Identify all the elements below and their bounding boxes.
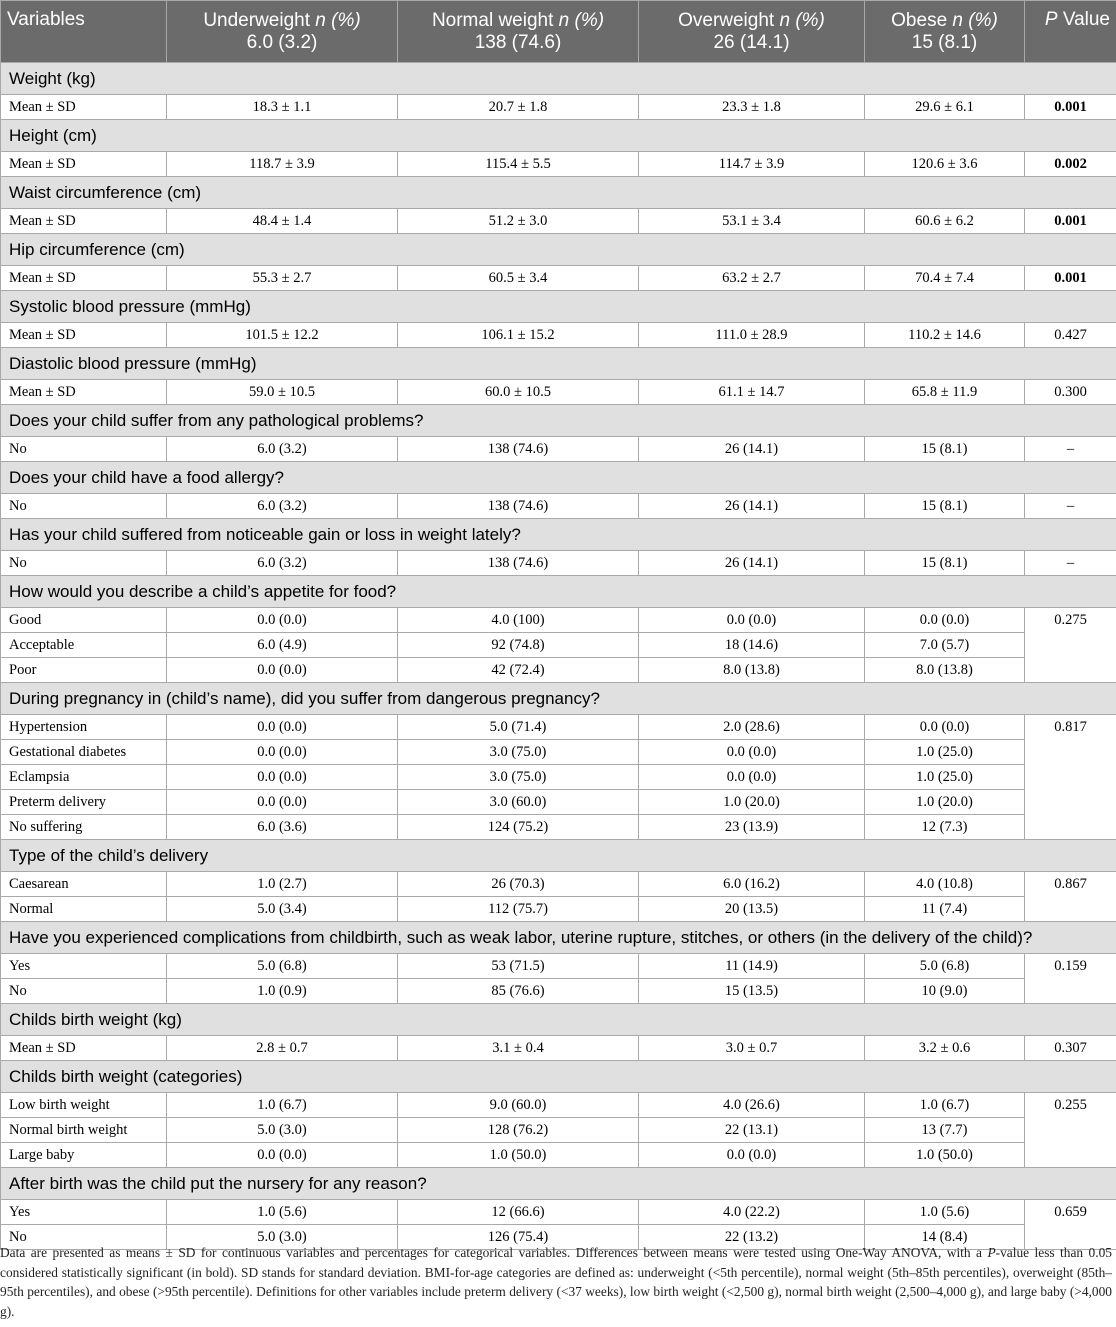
table-cell: 29.6 ± 6.1 — [865, 95, 1025, 120]
table-cell: 1.0 (25.0) — [865, 740, 1025, 765]
table-cell: 138 (74.6) — [398, 437, 639, 462]
table-cell: 55.3 ± 2.7 — [167, 266, 398, 291]
p-value-cell: 0.659 — [1025, 1200, 1116, 1250]
row-label: No — [1, 437, 167, 462]
p-value-cell: 0.307 — [1025, 1036, 1116, 1061]
table-cell: 20 (13.5) — [639, 897, 865, 922]
table-cell: 5.0 (6.8) — [865, 954, 1025, 979]
table-cell: 138 (74.6) — [398, 494, 639, 519]
section-title: How would you describe a child’s appetite for food? — [1, 576, 1116, 608]
table-cell: 0.0 (0.0) — [639, 740, 865, 765]
table-cell: 15 (8.1) — [865, 437, 1025, 462]
table-cell: 18 (14.6) — [639, 633, 865, 658]
table-cell: 0.0 (0.0) — [639, 765, 865, 790]
row-label: Mean ± SD — [1, 95, 167, 120]
row-label: Poor — [1, 658, 167, 683]
row-label: No — [1, 979, 167, 1004]
table-cell: 1.0 (6.7) — [167, 1093, 398, 1118]
table-cell: 6.0 (16.2) — [639, 872, 865, 897]
table-cell: 15 (8.1) — [865, 551, 1025, 576]
table-cell: 110.2 ± 14.6 — [865, 323, 1025, 348]
table-cell: 124 (75.2) — [398, 815, 639, 840]
table-cell: 0.0 (0.0) — [639, 608, 865, 633]
table-cell: 92 (74.8) — [398, 633, 639, 658]
row-label: Low birth weight — [1, 1093, 167, 1118]
table-row — [1, 608, 1116, 633]
table-cell: 5.0 (6.8) — [167, 954, 398, 979]
table-row — [1, 323, 1116, 348]
section-title: During pregnancy in (child’s name), did you suffer from dangerous pregnancy? — [1, 683, 1116, 715]
table-row — [1, 897, 1116, 922]
table-cell: 14 (8.4) — [865, 1225, 1025, 1250]
p-value-cell: – — [1025, 494, 1116, 519]
table-cell: 59.0 ± 10.5 — [167, 380, 398, 405]
table-cell: 3.0 (75.0) — [398, 740, 639, 765]
section-title: Type of the child’s delivery — [1, 840, 1116, 872]
section-header — [1, 519, 1116, 551]
table-row — [1, 740, 1116, 765]
table-row — [1, 1118, 1116, 1143]
table-cell: 111.0 ± 28.9 — [639, 323, 865, 348]
section-header — [1, 177, 1116, 209]
row-label: Mean ± SD — [1, 323, 167, 348]
section-title: Does your child suffer from any pathological problems? — [1, 405, 1116, 437]
row-label: Good — [1, 608, 167, 633]
table-cell: 15 (13.5) — [639, 979, 865, 1004]
table-cell: 65.8 ± 11.9 — [865, 380, 1025, 405]
table-cell: 4.0 (10.8) — [865, 872, 1025, 897]
table-cell: 10 (9.0) — [865, 979, 1025, 1004]
table-cell: 23 (13.9) — [639, 815, 865, 840]
row-label: Yes — [1, 954, 167, 979]
table-cell: 9.0 (60.0) — [398, 1093, 639, 1118]
section-title: Height (cm) — [1, 120, 1116, 152]
p-value-cell: 0.001 — [1025, 209, 1116, 234]
table-cell: 53 (71.5) — [398, 954, 639, 979]
table-cell: 1.0 (50.0) — [398, 1143, 639, 1168]
table-cell: 1.0 (25.0) — [865, 765, 1025, 790]
row-label: Normal — [1, 897, 167, 922]
row-label: Caesarean — [1, 872, 167, 897]
table-row — [1, 715, 1116, 740]
table-row — [1, 95, 1116, 120]
row-label: Normal birth weight — [1, 1118, 167, 1143]
table-cell: 1.0 (20.0) — [865, 790, 1025, 815]
table-row — [1, 1036, 1116, 1061]
table-cell: 4.0 (100) — [398, 608, 639, 633]
p-value-cell: 0.275 — [1025, 608, 1116, 683]
table-cell: 63.2 ± 2.7 — [639, 266, 865, 291]
section-header — [1, 1004, 1116, 1036]
section-header — [1, 1168, 1116, 1200]
table-cell: 8.0 (13.8) — [639, 658, 865, 683]
table-cell: 18.3 ± 1.1 — [167, 95, 398, 120]
table-row — [1, 979, 1116, 1004]
table-cell: 112 (75.7) — [398, 897, 639, 922]
p-value-cell: 0.817 — [1025, 715, 1116, 840]
table-row — [1, 954, 1116, 979]
header-variables: Variables — [1, 1, 167, 63]
row-label: No — [1, 551, 167, 576]
table-cell: 11 (14.9) — [639, 954, 865, 979]
table-cell: 20.7 ± 1.8 — [398, 95, 639, 120]
table-cell: 26 (14.1) — [639, 494, 865, 519]
table-row — [1, 1200, 1116, 1225]
section-title: Diastolic blood pressure (mmHg) — [1, 348, 1116, 380]
p-value-cell: 0.159 — [1025, 954, 1116, 1004]
table-cell: 12 (66.6) — [398, 1200, 639, 1225]
table-cell: 53.1 ± 3.4 — [639, 209, 865, 234]
table-cell: 118.7 ± 3.9 — [167, 152, 398, 177]
row-label: Acceptable — [1, 633, 167, 658]
table-cell: 101.5 ± 12.2 — [167, 323, 398, 348]
section-header — [1, 405, 1116, 437]
section-header — [1, 348, 1116, 380]
table-cell: 26 (14.1) — [639, 437, 865, 462]
table-row — [1, 872, 1116, 897]
table-cell: 1.0 (5.6) — [865, 1200, 1025, 1225]
section-header — [1, 922, 1116, 954]
section-header — [1, 63, 1116, 95]
table-cell: 120.6 ± 3.6 — [865, 152, 1025, 177]
p-value-cell: 0.427 — [1025, 323, 1116, 348]
header-overweight: Overweight n (%) 26 (14.1) — [639, 1, 865, 63]
row-label: Hypertension — [1, 715, 167, 740]
table-cell: 6.0 (4.9) — [167, 633, 398, 658]
table-cell: 138 (74.6) — [398, 551, 639, 576]
table-cell: 128 (76.2) — [398, 1118, 639, 1143]
row-label: Mean ± SD — [1, 380, 167, 405]
p-value-cell: 0.002 — [1025, 152, 1116, 177]
table-cell: 11 (7.4) — [865, 897, 1025, 922]
section-header — [1, 291, 1116, 323]
table-cell: 51.2 ± 3.0 — [398, 209, 639, 234]
table-row — [1, 815, 1116, 840]
p-value-cell: – — [1025, 437, 1116, 462]
table-cell: 26 (70.3) — [398, 872, 639, 897]
table-row — [1, 633, 1116, 658]
section-title: Childs birth weight (categories) — [1, 1061, 1116, 1093]
p-value-cell: – — [1025, 551, 1116, 576]
section-header — [1, 234, 1116, 266]
table-row — [1, 1093, 1116, 1118]
table-row — [1, 152, 1116, 177]
table-cell: 48.4 ± 1.4 — [167, 209, 398, 234]
table-cell: 0.0 (0.0) — [865, 715, 1025, 740]
p-value-cell: 0.001 — [1025, 95, 1116, 120]
row-label: No — [1, 494, 167, 519]
section-header — [1, 1061, 1116, 1093]
header-row — [1, 1, 1116, 63]
row-label: Mean ± SD — [1, 209, 167, 234]
table-row — [1, 551, 1116, 576]
table-cell: 12 (7.3) — [865, 815, 1025, 840]
table-cell: 0.0 (0.0) — [167, 1143, 398, 1168]
table-row — [1, 266, 1116, 291]
table-cell: 3.0 ± 0.7 — [639, 1036, 865, 1061]
table-cell: 6.0 (3.2) — [167, 437, 398, 462]
table-cell: 70.4 ± 7.4 — [865, 266, 1025, 291]
row-label: Mean ± SD — [1, 1036, 167, 1061]
table-cell: 4.0 (26.6) — [639, 1093, 865, 1118]
row-label: No suffering — [1, 815, 167, 840]
table-cell: 5.0 (3.4) — [167, 897, 398, 922]
table-cell: 0.0 (0.0) — [639, 1143, 865, 1168]
row-label: Eclampsia — [1, 765, 167, 790]
row-label: Mean ± SD — [1, 152, 167, 177]
row-label: Preterm delivery — [1, 790, 167, 815]
section-header — [1, 840, 1116, 872]
row-label: Gestational diabetes — [1, 740, 167, 765]
table-row — [1, 765, 1116, 790]
table-cell: 5.0 (71.4) — [398, 715, 639, 740]
table-row — [1, 790, 1116, 815]
header-obese: Obese n (%) 15 (8.1) — [865, 1, 1025, 63]
table-cell: 23.3 ± 1.8 — [639, 95, 865, 120]
table-cell: 3.1 ± 0.4 — [398, 1036, 639, 1061]
table-cell: 3.0 (60.0) — [398, 790, 639, 815]
table-cell: 0.0 (0.0) — [167, 790, 398, 815]
section-title: Childs birth weight (kg) — [1, 1004, 1116, 1036]
section-title: Hip circumference (cm) — [1, 234, 1116, 266]
section-title: Has your child suffered from noticeable gain or loss in weight lately? — [1, 519, 1116, 551]
table-cell: 0.0 (0.0) — [167, 715, 398, 740]
table-cell: 5.0 (3.0) — [167, 1118, 398, 1143]
table-cell: 0.0 (0.0) — [167, 740, 398, 765]
section-title: Have you experienced complications from childbirth, such as weak labor, uterine rupture, stitches, or others (in the delivery of the child)? — [1, 922, 1116, 954]
table-cell: 0.0 (0.0) — [167, 658, 398, 683]
table-row — [1, 380, 1116, 405]
table-cell: 8.0 (13.8) — [865, 658, 1025, 683]
table-cell: 6.0 (3.2) — [167, 551, 398, 576]
section-header — [1, 120, 1116, 152]
table-cell: 106.1 ± 15.2 — [398, 323, 639, 348]
row-label: No — [1, 1225, 167, 1250]
table-cell: 1.0 (2.7) — [167, 872, 398, 897]
table-cell: 126 (75.4) — [398, 1225, 639, 1250]
table-cell: 1.0 (0.9) — [167, 979, 398, 1004]
table-row — [1, 209, 1116, 234]
p-value-cell: 0.255 — [1025, 1093, 1116, 1168]
table-cell: 6.0 (3.2) — [167, 494, 398, 519]
section-title: Does your child have a food allergy? — [1, 462, 1116, 494]
table-cell: 4.0 (22.2) — [639, 1200, 865, 1225]
table-cell: 13 (7.7) — [865, 1118, 1025, 1143]
table-cell: 0.0 (0.0) — [167, 765, 398, 790]
table-cell: 60.5 ± 3.4 — [398, 266, 639, 291]
table-cell: 22 (13.2) — [639, 1225, 865, 1250]
section-title: Weight (kg) — [1, 63, 1116, 95]
p-value-cell: 0.867 — [1025, 872, 1116, 922]
row-label: Mean ± SD — [1, 266, 167, 291]
table-row — [1, 494, 1116, 519]
p-value-cell: 0.001 — [1025, 266, 1116, 291]
table-cell: 3.2 ± 0.6 — [865, 1036, 1025, 1061]
section-header — [1, 683, 1116, 715]
table-cell: 1.0 (50.0) — [865, 1143, 1025, 1168]
table-cell: 3.0 (75.0) — [398, 765, 639, 790]
section-title: After birth was the child put the nursery for any reason? — [1, 1168, 1116, 1200]
table-cell: 60.0 ± 10.5 — [398, 380, 639, 405]
table-cell: 5.0 (3.0) — [167, 1225, 398, 1250]
table-footnote: Data are presented as means ± SD for continuous variables and percentages for categorical variables. Differences between means were tested using One-Way ANOVA, with a P-value less than 0.05 considered statistically significant (in bold). SD stands for standard deviation. BMI-for-age categories are defined as: underweight (<5th percentile), normal weight (5th–85th percentiles), overweight (85th–95th percentiles), and obese (>95th percentile). Definitions for other variables include preterm delivery (<37 weeks), low birth weight (<2,500 g), normal birth weight (2,500–4,000 g), and large baby (>4,000 g). — [0, 1245, 1112, 1319]
table-cell: 2.8 ± 0.7 — [167, 1036, 398, 1061]
table-cell: 7.0 (5.7) — [865, 633, 1025, 658]
header-p-value: P Value — [1025, 1, 1116, 63]
table-row — [1, 1143, 1116, 1168]
table-cell: 1.0 (6.7) — [865, 1093, 1025, 1118]
table-cell: 0.0 (0.0) — [865, 608, 1025, 633]
header-underweight: Underweight n (%) 6.0 (3.2) — [167, 1, 398, 63]
section-header — [1, 576, 1116, 608]
table-cell: 115.4 ± 5.5 — [398, 152, 639, 177]
table-cell: 15 (8.1) — [865, 494, 1025, 519]
table-cell: 60.6 ± 6.2 — [865, 209, 1025, 234]
table-row — [1, 658, 1116, 683]
section-header — [1, 462, 1116, 494]
table-cell: 26 (14.1) — [639, 551, 865, 576]
table-cell: 114.7 ± 3.9 — [639, 152, 865, 177]
table-row — [1, 437, 1116, 462]
p-value-cell: 0.300 — [1025, 380, 1116, 405]
table-cell: 2.0 (28.6) — [639, 715, 865, 740]
table-cell: 85 (76.6) — [398, 979, 639, 1004]
table-cell: 61.1 ± 14.7 — [639, 380, 865, 405]
row-label: Yes — [1, 1200, 167, 1225]
section-title: Systolic blood pressure (mmHg) — [1, 291, 1116, 323]
table-cell: 1.0 (20.0) — [639, 790, 865, 815]
header-normal-weight: Normal weight n (%) 138 (74.6) — [398, 1, 639, 63]
table-cell: 1.0 (5.6) — [167, 1200, 398, 1225]
row-label: Large baby — [1, 1143, 167, 1168]
table-cell: 0.0 (0.0) — [167, 608, 398, 633]
table-cell: 22 (13.1) — [639, 1118, 865, 1143]
table-cell: 6.0 (3.6) — [167, 815, 398, 840]
table-cell: 42 (72.4) — [398, 658, 639, 683]
section-title: Waist circumference (cm) — [1, 177, 1116, 209]
